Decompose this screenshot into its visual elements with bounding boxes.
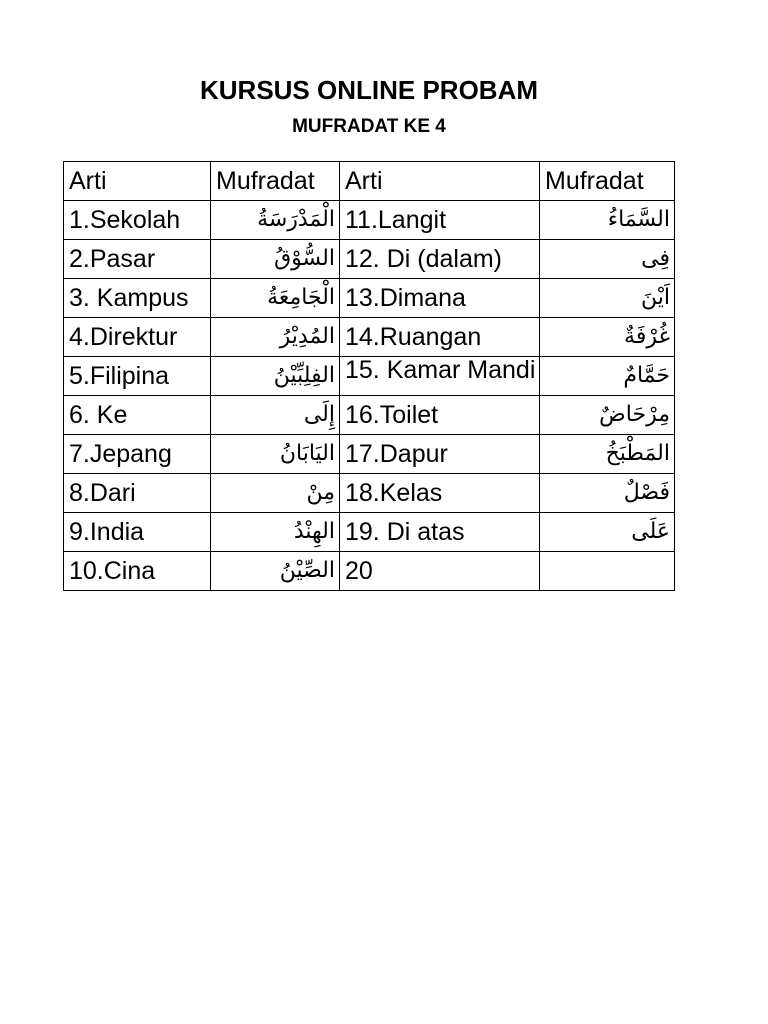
table-row <box>64 201 675 240</box>
mufradat-cell: السُّوْقُ <box>211 240 340 279</box>
table-row <box>64 513 675 552</box>
arti-cell: 20 <box>340 552 540 591</box>
table-row <box>64 435 675 474</box>
header-arti-right: Arti <box>340 162 540 201</box>
table-header-row <box>64 162 675 201</box>
arti-cell: 6. Ke <box>64 396 211 435</box>
table-row <box>64 357 675 396</box>
arti-cell: 1.Sekolah <box>64 201 211 240</box>
mufradat-cell: فَصْلٌ <box>540 474 675 513</box>
mufradat-cell: الْجَامِعَةُ <box>211 279 340 318</box>
mufradat-cell: عَلَى <box>540 513 675 552</box>
mufradat-cell <box>540 552 675 591</box>
arti-cell: 7.Jepang <box>64 435 211 474</box>
table-row <box>64 240 675 279</box>
mufradat-cell: فِى <box>540 240 675 279</box>
mufradat-cell: المَطْبَخُ <box>540 435 675 474</box>
mufradat-cell: السَّمَاءُ <box>540 201 675 240</box>
vocabulary-table <box>63 161 675 591</box>
table-row <box>64 396 675 435</box>
table-row <box>64 552 675 591</box>
mufradat-cell: الهِنْدُ <box>211 513 340 552</box>
table-row <box>64 474 675 513</box>
table-row <box>64 279 675 318</box>
mufradat-cell: إِلَى <box>211 396 340 435</box>
arti-cell-wrapped <box>340 357 540 396</box>
mufradat-cell: اَيْنَ <box>540 279 675 318</box>
arti-cell: 19. Di atas <box>340 513 540 552</box>
mufradat-cell: المُدِيْرُ <box>211 318 340 357</box>
arti-cell: 17.Dapur <box>340 435 540 474</box>
header-mufradat-left: Mufradat <box>211 162 340 201</box>
header-arti-left: Arti <box>64 162 211 201</box>
mufradat-cell: مِرْحَاضٌ <box>540 396 675 435</box>
mufradat-cell: الْمَدْرَسَةُ <box>211 201 340 240</box>
arti-cell: 16.Toilet <box>340 396 540 435</box>
arti-cell: 11.Langit <box>340 201 540 240</box>
arti-cell: 4.Direktur <box>64 318 211 357</box>
arti-cell: 13.Dimana <box>340 279 540 318</box>
header-mufradat-right: Mufradat <box>540 162 675 201</box>
arti-cell: 10.Cina <box>64 552 211 591</box>
document-subtitle: MUFRADAT KE 4 <box>292 116 446 137</box>
table-row <box>64 318 675 357</box>
arti-cell: 8.Dari <box>64 474 211 513</box>
document-title: KURSUS ONLINE PROBAM <box>199 75 538 105</box>
arti-cell: 2.Pasar <box>64 240 211 279</box>
mufradat-cell: حَمَّامٌ <box>540 357 675 396</box>
mufradat-cell: مِنْ <box>211 474 340 513</box>
arti-cell-text: 15. Kamar Mandi <box>345 356 536 384</box>
arti-cell: 3. Kampus <box>64 279 211 318</box>
mufradat-cell: الفِلِبِّيْنُ <box>211 357 340 396</box>
arti-cell: 14.Ruangan <box>340 318 540 357</box>
arti-cell: 5.Filipina <box>64 357 211 396</box>
arti-cell: 9.India <box>64 513 211 552</box>
mufradat-cell: اليَابَانُ <box>211 435 340 474</box>
arti-cell: 18.Kelas <box>340 474 540 513</box>
arti-cell: 12. Di (dalam) <box>340 240 540 279</box>
mufradat-cell: غُرْفَةٌ <box>540 318 675 357</box>
mufradat-cell: الصِّيْنُ <box>211 552 340 591</box>
